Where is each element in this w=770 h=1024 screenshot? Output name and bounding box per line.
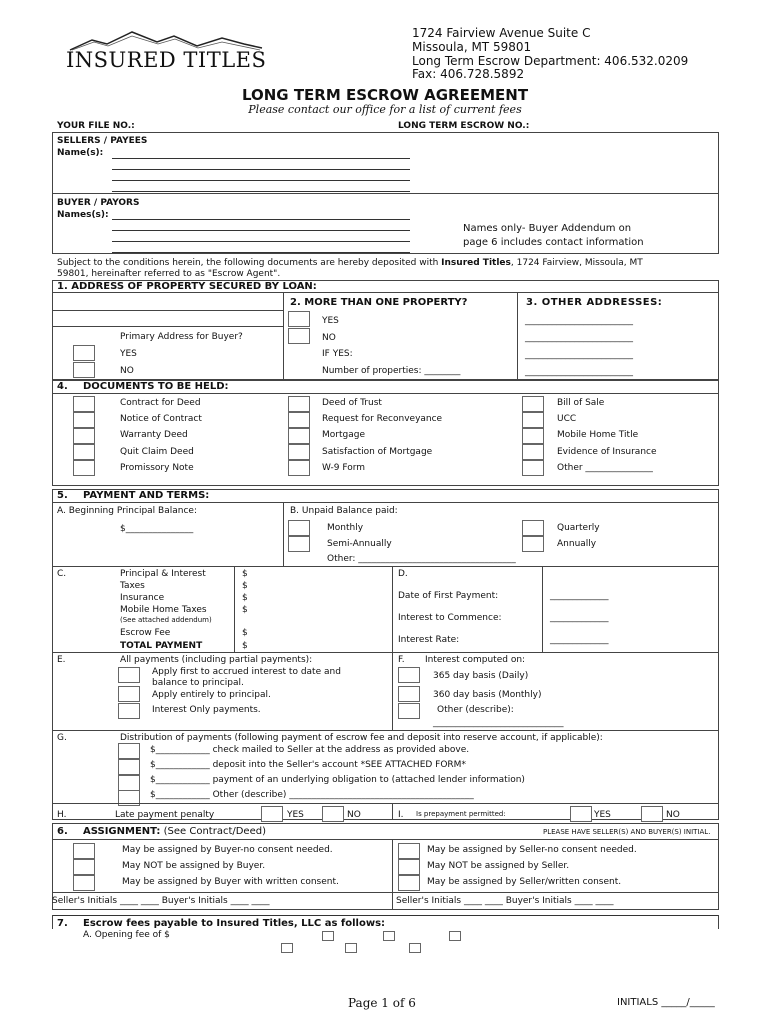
daily-basis-label: 365 day basis (Daily) — [433, 671, 529, 681]
apply-principal-label: Apply entirely to principal. — [152, 690, 271, 700]
seller-assign-checkbox[interactable] — [398, 875, 420, 891]
section-5-number: 5. — [57, 490, 68, 501]
doc-checkbox[interactable] — [522, 396, 544, 412]
doc-checkbox[interactable] — [522, 428, 544, 444]
date-first-payment-label: Date of First Payment: — [398, 591, 499, 601]
section-1-3-box — [52, 280, 719, 380]
distribution-checkbox[interactable] — [118, 775, 140, 791]
initials-line-left[interactable]: Seller's Initials ____ ____ Buyer's Initials ____ ____ — [52, 896, 270, 906]
doc-label: Deed of Trust — [322, 398, 382, 408]
other-address-line[interactable]: ________________________ — [525, 367, 633, 377]
escrow-no-label: LONG TERM ESCROW NO.: — [398, 121, 530, 131]
prepayment-no-checkbox[interactable] — [641, 806, 663, 822]
g-label: G. — [57, 733, 67, 743]
doc-checkbox[interactable] — [288, 428, 310, 444]
f-label: F. — [398, 655, 405, 665]
interest-rate-field[interactable]: _____________ — [550, 635, 609, 645]
doc-label: Notice of Contract — [120, 414, 202, 424]
assignment-subheading: (See Contract/Deed) — [163, 826, 266, 837]
doc-checkbox[interactable] — [288, 460, 310, 476]
unpaid-balance-label: B. Unpaid Balance paid: — [290, 506, 398, 516]
payment-item: Principal & Interest — [120, 569, 206, 579]
intro-text-c: , 1724 Fairview, Missoula, MT — [510, 258, 643, 268]
doc-label: Satisfaction of Mortgage — [322, 447, 433, 457]
fee-checkbox[interactable] — [345, 943, 357, 953]
document-title: LONG TERM ESCROW AGREEMENT — [241, 86, 529, 104]
address-line-4: Fax: 406.728.5892 — [412, 67, 525, 81]
c-label: C. — [57, 569, 67, 579]
late-penalty-no-checkbox[interactable] — [322, 806, 344, 822]
seller-assign-label: May be assigned by Seller/written consent. — [427, 877, 622, 887]
doc-checkbox[interactable] — [288, 412, 310, 428]
buyer-name-line[interactable] — [112, 241, 410, 242]
address-line-1: 1724 Fairview Avenue Suite C — [412, 26, 591, 40]
assignment-heading: ASSIGNMENT: — [83, 826, 161, 837]
monthly-label: Monthly — [327, 523, 364, 533]
interest-only-label: Interest Only payments. — [152, 705, 261, 715]
section-6-number: 6. — [57, 826, 68, 837]
doc-checkbox[interactable] — [73, 428, 95, 444]
dollar-sign[interactable]: $ — [242, 593, 248, 603]
buyer-assign-label: May be assigned by Buyer-no consent needed. — [122, 845, 333, 855]
semi-annually-label: Semi-Annually — [327, 539, 392, 549]
buyers-names-label: Names(s): — [57, 210, 109, 220]
sellers-names-label: Name(s): — [57, 148, 104, 158]
late-penalty-no-label: NO — [347, 810, 361, 820]
prepayment-yes-checkbox[interactable] — [570, 806, 592, 822]
apply-accrued-label-2: balance to principal. — [152, 678, 244, 688]
h-label: H. — [57, 810, 67, 820]
initial-note: PLEASE HAVE SELLER(S) AND BUYER(S) INITIAL. — [543, 828, 711, 836]
logo-text: INSURED TITLES — [66, 48, 267, 72]
total-payment-label: TOTAL PAYMENT — [120, 641, 203, 651]
primary-no-label: NO — [120, 366, 134, 376]
late-penalty-yes-label: YES — [287, 810, 304, 820]
address-line-3: Long Term Escrow Department: 406.532.0209 — [412, 54, 689, 68]
buyer-assign-label: May NOT be assigned by Buyer. — [122, 861, 266, 871]
section-4-number: 4. — [57, 381, 68, 392]
doc-label: Request for Reconveyance — [322, 414, 443, 424]
address-line-2: Missoula, MT 59801 — [412, 40, 532, 54]
intro-line-1 — [57, 258, 643, 268]
footer-initials[interactable]: INITIALS _____/_____ — [617, 997, 715, 1008]
seller-assign-checkbox[interactable] — [398, 843, 420, 859]
doc-checkbox[interactable] — [522, 412, 544, 428]
other-basis-label: Other (describe): — [437, 705, 514, 715]
doc-label: Bill of Sale — [557, 398, 605, 408]
section-6-heading — [83, 826, 266, 837]
beginning-balance-field[interactable]: $_______________ — [120, 524, 194, 534]
seller-assign-label: May be assigned by Seller-no consent needed. — [427, 845, 637, 855]
fee-checkbox[interactable] — [409, 943, 421, 953]
doc-checkbox[interactable] — [73, 444, 95, 460]
fee-checkbox[interactable] — [281, 943, 293, 953]
doc-label: UCC — [557, 414, 577, 424]
sellers-label: SELLERS / PAYEES — [57, 136, 148, 146]
seller-name-line[interactable] — [112, 169, 410, 170]
section-2-heading: 2. MORE THAN ONE PROPERTY? — [290, 297, 468, 308]
distribution-option[interactable]: $____________ Other (describe) _________________________________________ — [150, 790, 474, 800]
doc-label: Promissory Note — [120, 463, 194, 473]
interest-rate-label: Interest Rate: — [398, 635, 460, 645]
doc-label: Warranty Deed — [120, 430, 188, 440]
seller-assign-label: May NOT be assigned by Seller. — [427, 861, 570, 871]
monthly-basis-checkbox[interactable] — [398, 686, 420, 702]
if-yes-label: IF YES: — [322, 349, 353, 359]
company-name: Insured Titles — [441, 258, 511, 268]
section-4-heading: DOCUMENTS TO BE HELD: — [83, 381, 229, 392]
semi-annually-checkbox[interactable] — [288, 536, 310, 552]
dollar-sign[interactable]: $ — [242, 581, 248, 591]
opening-fee-label: A. Opening fee of $ — [83, 930, 170, 940]
fee-checkbox[interactable] — [449, 931, 461, 941]
initials-line-right[interactable]: Seller's Initials ____ ____ Buyer's Initials ____ ____ — [396, 896, 614, 906]
distribution-option[interactable]: $____________ deposit into the Seller's account *SEE ATTACHED FORM* — [150, 760, 466, 770]
other-address-line[interactable]: ________________________ — [525, 350, 633, 360]
distribution-option[interactable]: $____________ payment of an underlying obligation to (attached lender information) — [150, 775, 525, 785]
buyer-name-line[interactable] — [112, 230, 410, 231]
buyer-name-line[interactable] — [112, 252, 410, 253]
page-number: Page 1 of 6 — [348, 996, 416, 1010]
payment-item: Escrow Fee — [120, 628, 171, 638]
payment-item: Taxes — [120, 581, 145, 591]
doc-checkbox[interactable] — [73, 460, 95, 476]
buyer-note-line-2: page 6 includes contact information — [463, 237, 644, 248]
intro-line-2: 59801, hereinafter referred to as "Escrow Agent". — [57, 269, 281, 279]
buyer-assign-checkbox[interactable] — [73, 859, 95, 875]
seller-name-line[interactable] — [112, 158, 410, 159]
doc-checkbox[interactable] — [288, 396, 310, 412]
distribution-option[interactable]: $____________ check mailed to Seller at the address as provided above. — [150, 745, 470, 755]
distribution-checkbox[interactable] — [118, 759, 140, 775]
other-basis-checkbox[interactable] — [398, 703, 420, 719]
late-penalty-label: Late payment penalty — [115, 810, 215, 820]
prepayment-label: Is prepayment permitted: — [416, 810, 506, 818]
apply-principal-checkbox[interactable] — [118, 686, 140, 702]
f-intro: Interest computed on: — [425, 655, 526, 665]
apply-accrued-checkbox[interactable] — [118, 667, 140, 683]
doc-label: Other _______________ — [557, 463, 653, 473]
other-address-line[interactable]: ________________________ — [525, 333, 633, 343]
number-of-properties[interactable]: Number of properties: ________ — [322, 366, 461, 376]
seller-name-line[interactable] — [112, 180, 410, 181]
dollar-sign[interactable]: $ — [242, 641, 248, 651]
section-5-heading: PAYMENT AND TERMS: — [83, 490, 210, 501]
document-subtitle: Please contact our office for a list of current fees — [248, 103, 522, 116]
other-basis-field[interactable]: _____________________________ — [433, 718, 564, 728]
doc-label: Evidence of Insurance — [557, 447, 657, 457]
doc-label: W-9 Form — [322, 463, 366, 473]
d-label: D. — [398, 569, 408, 579]
beginning-balance-label: A. Beginning Principal Balance: — [57, 506, 197, 516]
primary-no-checkbox[interactable] — [73, 362, 95, 378]
buyer-assign-checkbox[interactable] — [73, 843, 95, 859]
annually-label: Annually — [557, 539, 597, 549]
prepayment-yes-label: YES — [594, 810, 611, 820]
quarterly-checkbox[interactable] — [522, 520, 544, 536]
daily-basis-checkbox[interactable] — [398, 667, 420, 683]
section-7-number: 7. — [57, 918, 68, 929]
fee-checkbox[interactable] — [383, 931, 395, 941]
doc-label: Contract for Deed — [120, 398, 201, 408]
doc-checkbox[interactable] — [522, 444, 544, 460]
apply-accrued-label-1: Apply first to accrued interest to date and — [152, 667, 341, 677]
buyer-name-line[interactable] — [112, 219, 410, 220]
e-intro: All payments (including partial payments): — [120, 655, 313, 665]
company-logo — [62, 28, 277, 76]
primary-yes-label: YES — [120, 349, 137, 359]
monthly-checkbox[interactable] — [288, 520, 310, 536]
section-3-heading: 3. OTHER ADDRESSES: — [526, 297, 663, 308]
date-first-payment-field[interactable]: _____________ — [550, 591, 609, 601]
primary-address-question: Primary Address for Buyer? — [120, 332, 243, 342]
addendum-note: (See attached addendum) — [120, 616, 212, 624]
buyer-assign-label: May be assigned by Buyer with written consent. — [122, 877, 339, 887]
dollar-sign[interactable]: $ — [242, 605, 248, 615]
dollar-sign[interactable]: $ — [242, 628, 248, 638]
quarterly-label: Quarterly — [557, 523, 600, 533]
multi-property-no-checkbox[interactable] — [288, 328, 310, 344]
interest-only-checkbox[interactable] — [118, 703, 140, 719]
distribution-checkbox[interactable] — [118, 743, 140, 759]
section-1-heading: 1. ADDRESS OF PROPERTY SECURED BY LOAN: — [57, 281, 317, 292]
fee-checkbox[interactable] — [322, 931, 334, 941]
primary-yes-checkbox[interactable] — [73, 345, 95, 361]
i-label: I. — [398, 810, 404, 820]
prepayment-no-label: NO — [666, 810, 680, 820]
file-no-label: YOUR FILE NO.: — [57, 121, 135, 131]
multi-property-no-label: NO — [322, 333, 336, 343]
buyers-label: BUYER / PAYORS — [57, 198, 140, 208]
buyer-note-line-1: Names only- Buyer Addendum on — [463, 223, 632, 234]
buyer-assign-checkbox[interactable] — [73, 875, 95, 891]
doc-label: Mobile Home Title — [557, 430, 639, 440]
doc-checkbox[interactable] — [73, 396, 95, 412]
doc-label: Quit Claim Deed — [120, 447, 194, 457]
monthly-basis-label: 360 day basis (Monthly) — [433, 690, 542, 700]
other-address-line[interactable]: ________________________ — [525, 316, 633, 326]
doc-checkbox[interactable] — [288, 444, 310, 460]
interest-commence-field[interactable]: _____________ — [550, 613, 609, 623]
e-label: E. — [57, 655, 66, 665]
annually-checkbox[interactable] — [522, 536, 544, 552]
intro-text-a: Subject to the conditions herein, the following documents are hereby deposited with — [57, 258, 442, 268]
doc-checkbox[interactable] — [73, 412, 95, 428]
section-7-heading: Escrow fees payable to Insured Titles, LLC as follows: — [83, 918, 386, 929]
dollar-sign[interactable]: $ — [242, 569, 248, 579]
doc-checkbox[interactable] — [522, 460, 544, 476]
payment-item: Insurance — [120, 593, 165, 603]
seller-assign-checkbox[interactable] — [398, 859, 420, 875]
payment-item: Mobile Home Taxes — [120, 605, 207, 615]
other-frequency-field[interactable]: Other: ___________________________________ — [327, 554, 516, 564]
g-intro: Distribution of payments (following payment of escrow fee and deposit into reserve account, if applicable): — [120, 733, 603, 743]
multi-property-yes-label: YES — [322, 316, 339, 326]
seller-name-line[interactable] — [112, 191, 410, 192]
doc-label: Mortgage — [322, 430, 365, 440]
late-penalty-yes-checkbox[interactable] — [261, 806, 283, 822]
multi-property-yes-checkbox[interactable] — [288, 311, 310, 327]
interest-commence-label: Interest to Commence: — [398, 613, 502, 623]
